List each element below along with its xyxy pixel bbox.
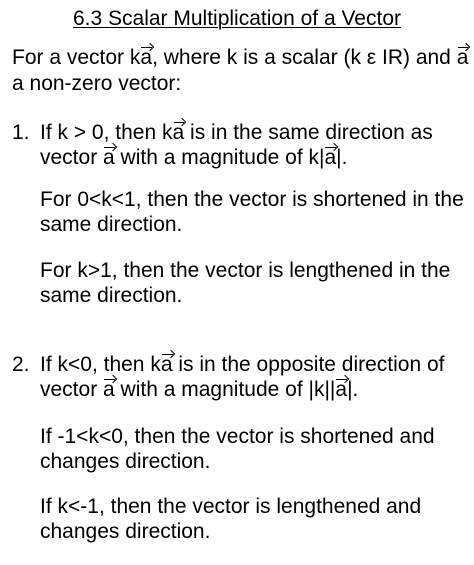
page-title xyxy=(0,6,474,32)
item-2-sub-2-line-1: If k<-1, then the vector is lengthened and xyxy=(40,495,422,518)
item-2-line-1 xyxy=(40,352,445,378)
vector-a-symbol: a xyxy=(324,146,337,169)
vector-a-symbol: a xyxy=(140,46,153,69)
item-2-text-c: vector xyxy=(40,378,104,401)
item-1-text-e: |. xyxy=(336,146,348,169)
item-1-sub-1-line-2: same direction. xyxy=(40,213,183,236)
vector-a-symbol: a xyxy=(103,378,115,401)
intro-line-1 xyxy=(12,45,468,71)
item-1-text-c: vector xyxy=(40,146,104,169)
item-1-line-1 xyxy=(40,120,433,146)
item-1-text-d: with a magnitude of k| xyxy=(114,146,325,169)
item-1-text-a: If k > 0, then k xyxy=(40,121,173,144)
intro-text-b: , where k is a scalar (k ε IR) and xyxy=(152,46,457,69)
item-2-number: 2. xyxy=(12,353,30,376)
vector-a-symbol: a xyxy=(172,121,185,144)
item-1-sub-1-line-1: For 0<k<1, then the vector is shortened in the xyxy=(40,188,464,211)
item-1-number: 1. xyxy=(12,121,30,144)
item-1-sub-2-line-1: For k>1, then the vector is lengthened in the xyxy=(40,259,451,282)
vector-a-symbol: a xyxy=(456,46,469,69)
vector-a-symbol: a xyxy=(103,146,115,169)
intro-line-2: a non-zero vector: xyxy=(12,72,182,95)
item-1-sub-2-line-2: same direction. xyxy=(40,284,183,307)
item-2-sub-2-line-2: changes direction. xyxy=(40,520,211,543)
item-2-sub-1-line-2: changes direction. xyxy=(40,450,211,473)
item-1-line-2 xyxy=(40,145,347,171)
vector-a-symbol: a xyxy=(335,378,348,401)
item-2-text-d: with a magnitude of |k|| xyxy=(114,378,336,401)
item-1-text-b: is in the same direction as xyxy=(184,121,433,144)
item-2-text-e: |. xyxy=(347,378,359,401)
item-2-text-b: is in the opposite direction of xyxy=(172,353,445,376)
item-2-text-a: If k<0, then k xyxy=(40,353,161,376)
item-2-sub-1-line-1: If -1<k<0, then the vector is shortened and xyxy=(40,425,435,448)
item-2-line-2 xyxy=(40,377,358,403)
intro-text-a: For a vector k xyxy=(12,46,141,69)
vector-a-symbol: a xyxy=(160,353,173,376)
title-text: 6.3 Scalar Multiplication of a Vector xyxy=(72,7,401,30)
